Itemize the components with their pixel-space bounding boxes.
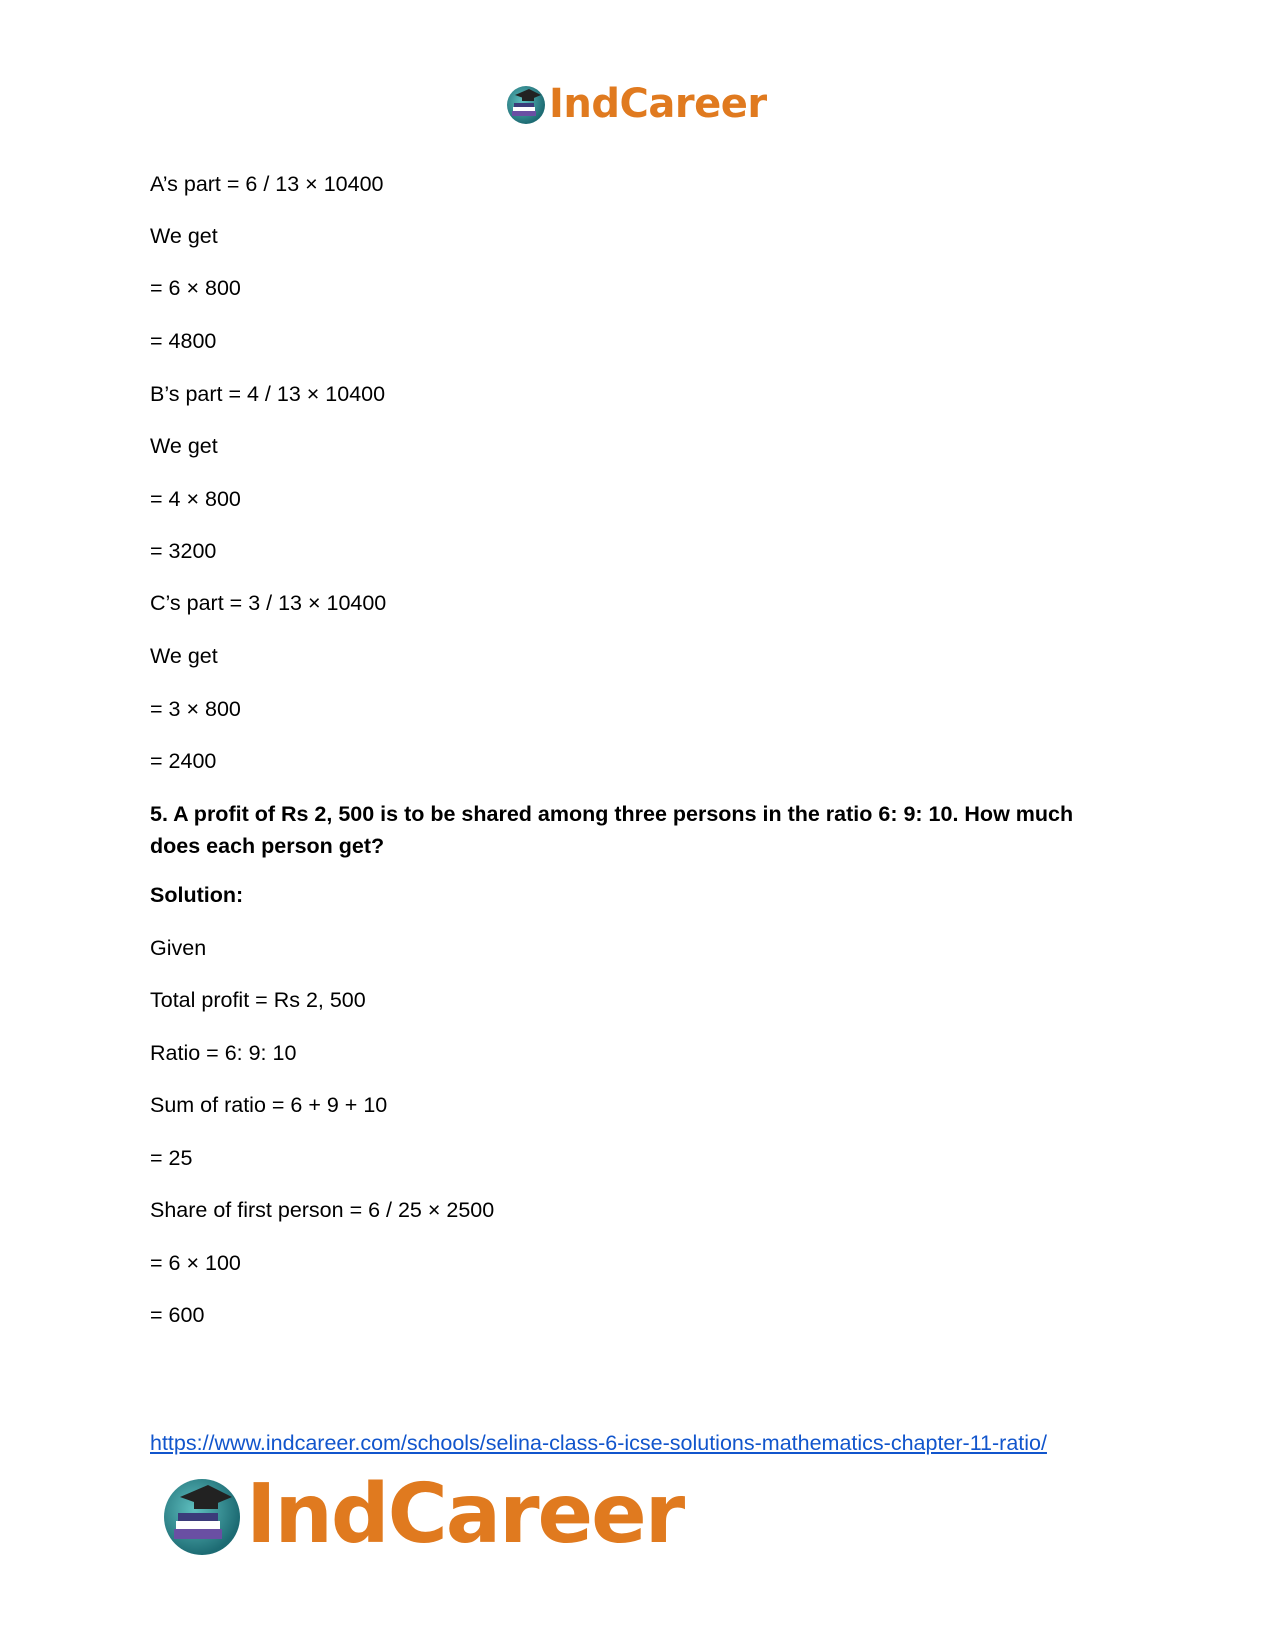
footer-logo	[160, 1467, 684, 1562]
header-logo	[505, 82, 767, 126]
text-line: We get	[150, 434, 218, 458]
text-line: Share of first person = 6 / 25 × 2500	[150, 1198, 495, 1222]
question-heading: 5. A profit of Rs 2, 500 is to be shared among three persons in the ratio 6: 9: 10. How much does each person get?	[150, 802, 1074, 858]
text-line: = 6 × 100	[150, 1251, 241, 1275]
solution-label: Solution:	[150, 883, 244, 907]
globe-logo-icon	[160, 1473, 244, 1557]
text-line: = 600	[150, 1303, 205, 1327]
text-line: = 25	[150, 1146, 193, 1170]
text-line: A’s part = 6 / 13 × 10400	[150, 172, 384, 196]
text-line: We get	[150, 224, 218, 248]
text-line: We get	[150, 644, 218, 668]
text-line: = 3200	[150, 539, 217, 563]
text-line: Total profit = Rs 2, 500	[150, 988, 366, 1012]
text-line: C’s part = 3 / 13 × 10400	[150, 591, 387, 615]
brand-wordmark: IndCareer	[246, 1467, 684, 1562]
text-line: = 3 × 800	[150, 697, 241, 721]
text-line: Given	[150, 936, 207, 960]
globe-logo-icon	[505, 83, 547, 125]
text-line: = 2400	[150, 749, 217, 773]
text-line: B’s part = 4 / 13 × 10400	[150, 382, 386, 406]
text-line: = 4 × 800	[150, 487, 241, 511]
text-line: Ratio = 6: 9: 10	[150, 1041, 297, 1065]
brand-wordmark: IndCareer	[549, 81, 767, 127]
source-link[interactable]: https://www.indcareer.com/schools/selina-class-6-icse-solutions-mathematics-chapter-11-ratio/	[150, 1431, 1047, 1455]
text-line: Sum of ratio = 6 + 9 + 10	[150, 1093, 388, 1117]
text-line: = 4800	[150, 329, 217, 353]
text-line: = 6 × 800	[150, 276, 241, 300]
